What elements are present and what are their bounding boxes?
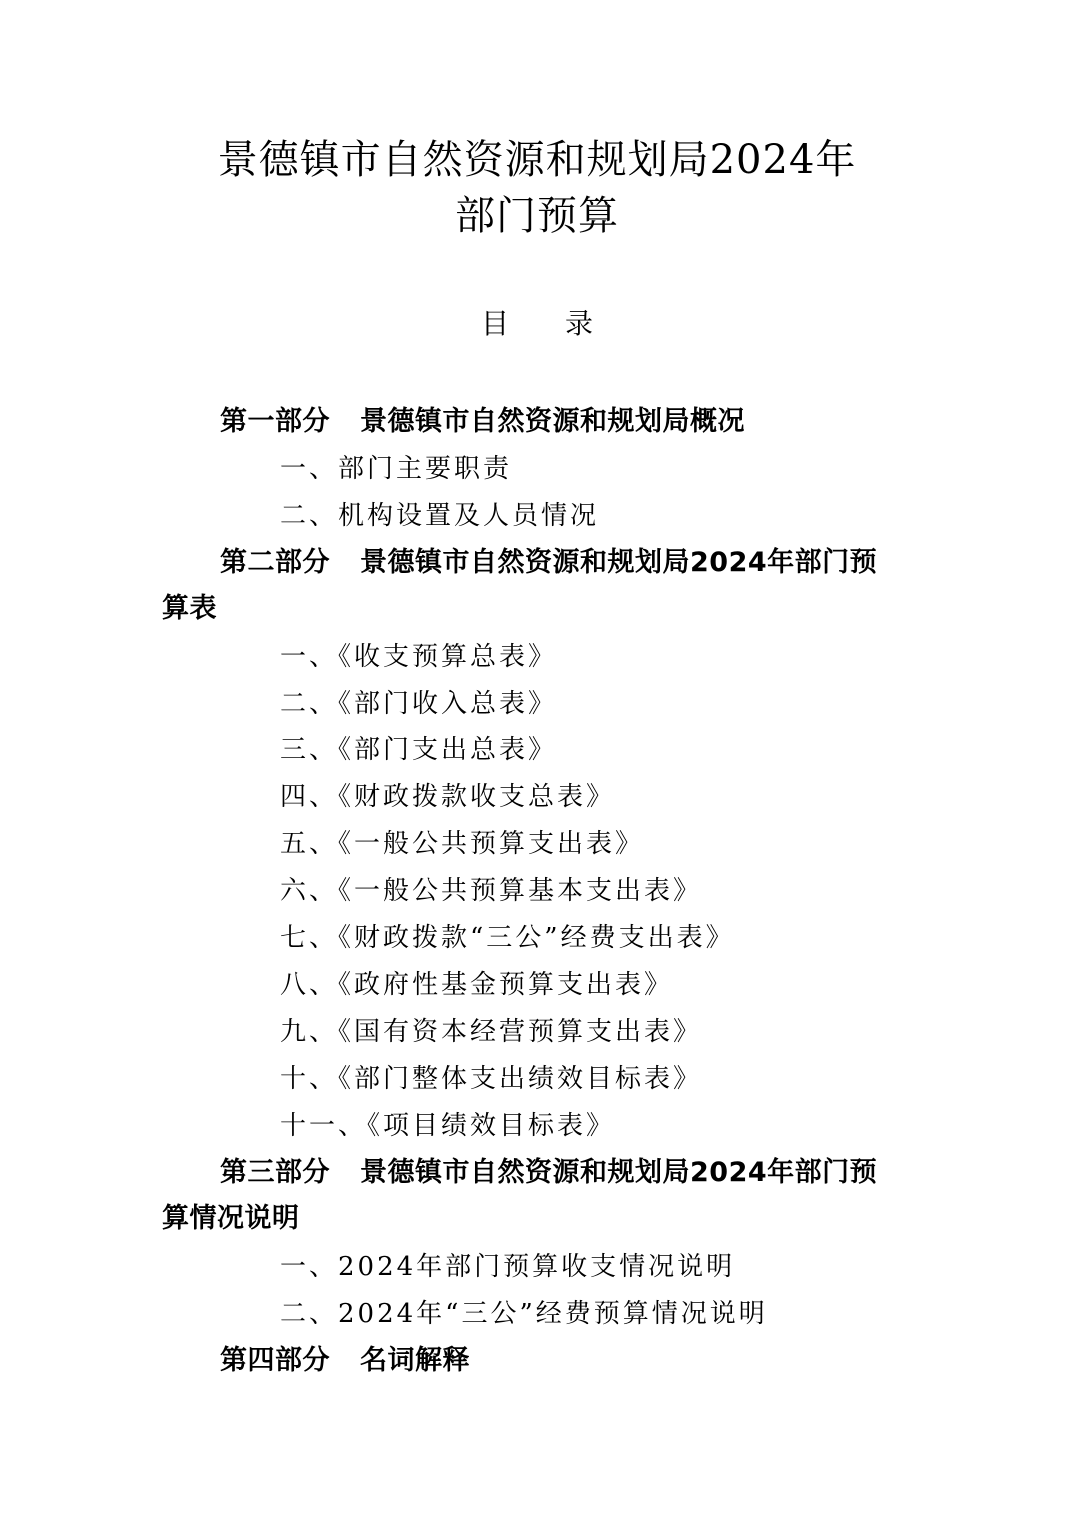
toc-part-2-title: 景德镇市自然资源和规划局2024年部门预 [360, 547, 878, 578]
toc-part-1-label: 第一部分 [220, 406, 330, 437]
toc-part-2-title-continued: 算表 [162, 593, 217, 624]
toc-part-2-item-2: 二、《部门收入总表》 [280, 689, 558, 719]
toc-part-2-item-5: 五、《一般公共预算支出表》 [280, 829, 645, 859]
toc-part-2-item-1: 一、《收支预算总表》 [280, 642, 558, 672]
toc-part-1-title: 景德镇市自然资源和规划局概况 [360, 406, 745, 437]
toc-part-2-item-3: 三、《部门支出总表》 [280, 735, 558, 765]
toc-part-1-item-1: 一、部门主要职责 [280, 454, 513, 484]
toc-part-4 [220, 1341, 470, 1381]
toc-part-2-item-11: 十一、《项目绩效目标表》 [280, 1111, 616, 1141]
document-title-line-2: 部门预算 [455, 193, 619, 239]
toc-part-2-item-7: 七、《财政拨款“三公”经费支出表》 [280, 923, 735, 953]
toc-part-4-title: 名词解释 [360, 1345, 470, 1376]
toc-part-1-item-2: 二、机构设置及人员情况 [280, 501, 600, 531]
toc-part-1 [220, 402, 745, 442]
toc-part-4-label: 第四部分 [220, 1345, 330, 1376]
toc-part-3 [220, 1153, 877, 1193]
toc-part-2-item-9: 九、《国有资本经营预算支出表》 [280, 1017, 703, 1047]
toc-part-2-item-10: 十、《部门整体支出绩效目标表》 [280, 1064, 703, 1094]
toc-part-2 [220, 543, 877, 583]
table-of-contents-heading: 目录 [480, 307, 649, 340]
toc-part-3-title-continued: 算情况说明 [162, 1203, 300, 1234]
toc-part-3-item-1: 一、2024年部门预算收支情况说明 [280, 1252, 736, 1282]
toc-part-2-item-4: 四、《财政拨款收支总表》 [280, 782, 616, 812]
document-title-line-1: 景德镇市自然资源和规划局2024年 [217, 137, 857, 183]
toc-part-2-item-8: 八、《政府性基金预算支出表》 [280, 970, 674, 1000]
toc-part-2-label: 第二部分 [220, 547, 330, 578]
toc-part-3-item-2: 二、2024年“三公”经费预算情况说明 [280, 1299, 768, 1329]
toc-part-2-item-6: 六、《一般公共预算基本支出表》 [280, 876, 703, 906]
toc-part-3-title: 景德镇市自然资源和规划局2024年部门预 [360, 1157, 878, 1188]
toc-part-3-label: 第三部分 [220, 1157, 330, 1188]
